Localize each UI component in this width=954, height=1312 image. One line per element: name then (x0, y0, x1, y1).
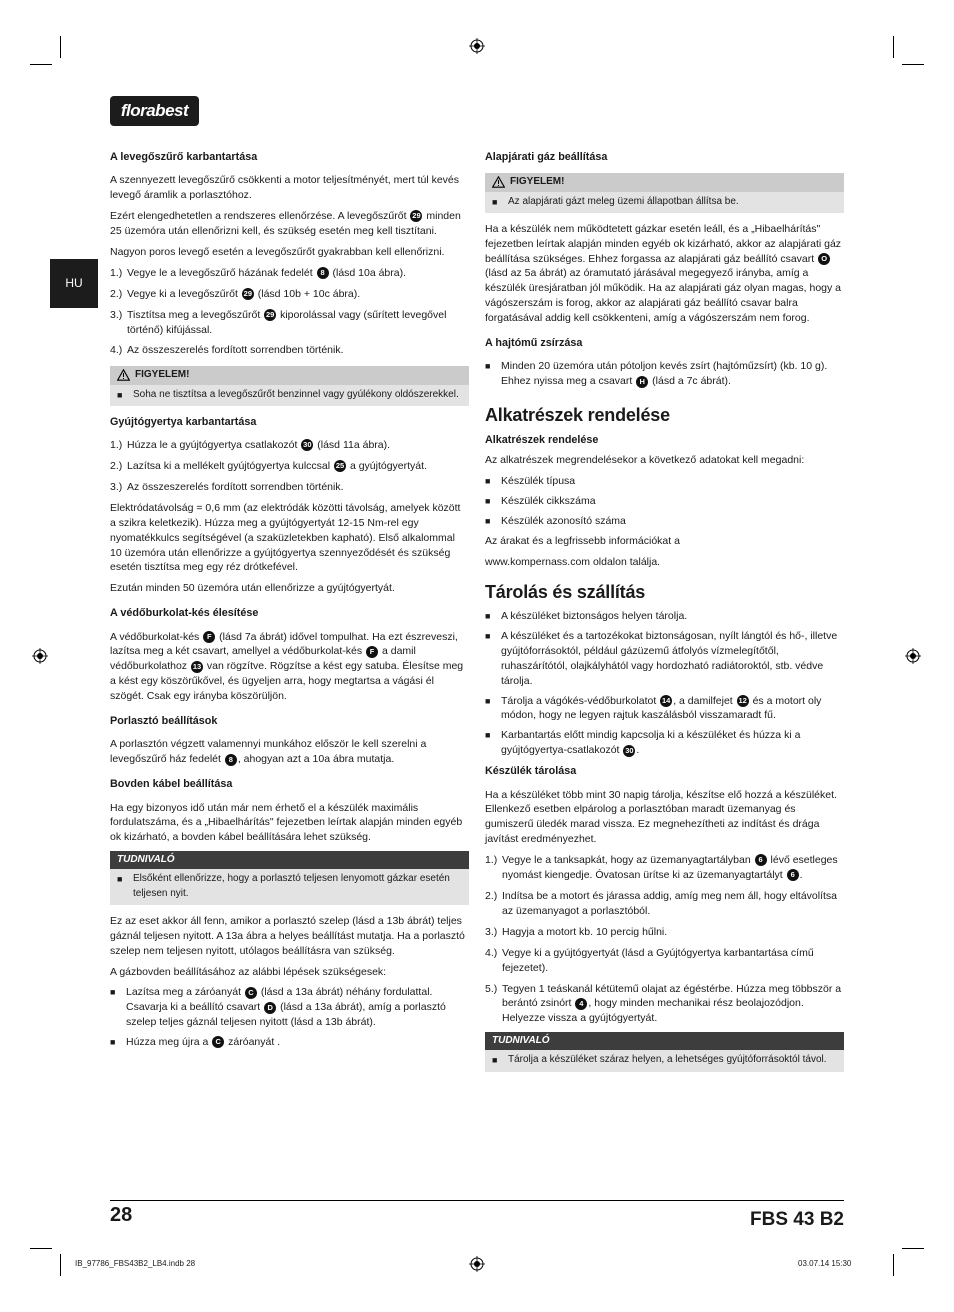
model-name: FBS 43 B2 (750, 1209, 844, 1230)
step: 1.) Vegye le a tanksapkát, hogy az üzemanyagtartályban 6 lévő esetleges nyomást kiengedje. Óvatosan ürítse ki az üzemanyagtartályt 6 . (485, 854, 838, 882)
note-box (485, 1032, 844, 1071)
warning-body: ■ Soha ne tisztítsa a levegőszűrőt benzinnel vagy gyúlékony oldószerekkel. (117, 388, 459, 400)
step: 5.) Tegyen 1 teáskanál kétütemű olajat az égéstérbe. Húzza meg többször a berántó zsinórt 4 , hogy minden mechanikai rész beolajozódjon. Helyezze vissza a gyújtógyertyát. (485, 982, 842, 1025)
note-body: ■ Elsőként ellenőrizze, hogy a porlasztó teljesen lenyomott gázkar esetén teljesen nyit. (117, 873, 450, 899)
bullet-item: ■ A készüléket biztonságos helyen tárolja. (485, 610, 688, 623)
page-number: 28 (110, 1204, 133, 1226)
bullet-item: ■ A készüléket és a tartozékokat biztonságosan, nyílt lángtól és hő-, illetve gyújtóforrásoktól, például gázüzemű átfolyós vízmelegítőtől, ruhaszárítótól, olajkályhától vagy hordozható radiátoroktól, stb. védve tárolja. (485, 629, 838, 687)
step: 2.) Vegye ki a levegőszűrőt 29 (lásd 10b + 10c ábra). (110, 287, 361, 300)
footer-file: IB_97786_FBS43B2_LB4.indb 28 (75, 1259, 196, 1268)
footer-date: 03.07.14 15:30 (798, 1259, 852, 1268)
ref-circle: 4 (575, 998, 587, 1010)
step: 4.) Vegye ki a gyújtógyertyát (lásd a Gyújtógyertya karbantartása című fejezetet). (485, 946, 814, 974)
crop-mark (902, 64, 924, 65)
paragraph: Ha egy bizonyos idő után már nem érhető el a készülék maximális fordulatszáma, és a „Hibaelhárítás" fejezetben leírtak alapján minden egyéb ok kizárható, a bovden kábel beállítására lehet szükség. (110, 801, 463, 844)
paragraph: A szennyezett levegőszűrő csökkenti a motor teljesítményét, mert túl kevés levegő áramlik a porlasztóhoz. (110, 174, 459, 202)
step: 3.) Hagyja a motort kb. 10 percig hűlni. (485, 925, 668, 938)
paragraph: Ha a készülék nem működtetett gázkar esetén leáll, és a „Hibaelhárítás" fejezetben leírtak alapján minden egyéb ok kizárható, akkor az alapjárati gáz beállítása szükséges. Ehhez forgassa az alapjárati gáz beállító csavart O (lásd az 5a ábrát) az óramutató járásával megegyező irányba, amíg a készülék üresjáratban jól működik. Ha az alapjárati gáz olyan magas, hogy a vágószerszám is forog, akkor az alapjárati gáz beállító csavar balra forgatásával addig kell csökkenteni, amíg a vágószerszám nem forog. (485, 222, 842, 325)
step: 1.) Vegye le a levegőszűrő házának fedelét 8 (lásd 10a ábra). (110, 266, 407, 279)
left-column (110, 150, 469, 1055)
section-heading: Gyújtógyertya karbantartása (110, 415, 257, 428)
ref-circle: 13 (192, 661, 202, 671)
language-tab (50, 259, 98, 308)
step: 1.) Húzza le a gyújtógyertya csatlakozót 30 (lásd 11a ábra). (110, 439, 391, 452)
paragraph: A porlasztón végzett valamennyi munkához először le kell szerelni a levegőszűrő ház fedelét 8 , ahogyan azt a 10a ábra mutatja. (110, 738, 427, 766)
ref-circle: C (245, 987, 257, 999)
ref-circle: F (203, 631, 215, 643)
bullet-item: ■ Minden 20 üzemóra után pótoljon kevés zsírt (hajtóműzsírt) (kb. 10 g). Ehhez nyissa meg a csavart H (lásd a 7c ábrát). (485, 360, 828, 388)
ref-circle: 25 (335, 461, 345, 471)
paragraph: Elektródatávolság = 0,6 mm (az elektródák közötti távolság, amelyek között a szikra keletkezik). Húzza meg a gyújtógyertyát 12-15 Nm-rel egy nyomatékkulcs segítségével (a szaküzletekben kapható). Első alkalommal 10 üzemóra után ellenőrizze a gyújtógyertya szennyeződését és szükség esetén tisztítsa meg egy réz drótkefével. (110, 501, 461, 574)
right-column (485, 150, 844, 1081)
paragraph: Nagyon poros levegő esetén a levegőszűrőt gyakrabban kell ellenőrizni. (110, 245, 445, 258)
step: 2.) Lazítsa ki a mellékelt gyújtógyertya kulccsal 25 a gyújtógyertyát. (110, 460, 427, 472)
step: 2.) Indítsa be a motort és járassa addig, amíg meg nem áll, hogy eltávolítsa az üzemanyagot a porlasztóból. (485, 889, 838, 917)
warning-box (485, 173, 844, 212)
warning-title: FIGYELEM! (135, 369, 190, 381)
warning-header (110, 366, 469, 384)
paragraph: Ezután minden 50 üzemóra után ellenőrizze a gyújtógyertyát. (110, 582, 395, 595)
crop-mark (902, 1248, 924, 1249)
ref-circle: 29 (412, 211, 421, 221)
warning-icon (117, 369, 130, 381)
section-heading: A hajtómű zsírzása (485, 337, 583, 350)
ref-circle: O (818, 253, 830, 265)
registration-mark-icon (905, 648, 921, 664)
section-heading: Alapjárati gáz beállítása (485, 151, 608, 163)
warning-title: FIGYELEM! (510, 176, 565, 188)
section-heading: Készülék tárolása (485, 765, 577, 778)
warning-body: ■ Az alapjárati gázt meleg üzemi állapotban állítsa be. (492, 195, 739, 207)
paragraph: www.kompernass.com oldalon találja. (485, 555, 661, 568)
brand-logo (110, 96, 199, 126)
section-heading: A levegőszűrő karbantartása (110, 151, 258, 163)
warning-box (110, 366, 469, 405)
registration-mark-icon (469, 38, 485, 54)
step: 4.) Az összeszerelés fordított sorrendben történik. (110, 344, 344, 357)
crop-mark (60, 1254, 61, 1276)
bullet-item: ■ Húzza meg újra a C záróanyát . (110, 1036, 281, 1049)
ref-circle: 29 (266, 309, 275, 319)
paragraph: Ez az eset akkor áll fenn, amikor a porlasztó szelep (lásd a 13b ábrát) teljes gáznál teljesen nyitott. A 13a ábra a helyes beállítást mutatja. Ha a porlasztó szelep nem teljesen nyitott, utólagos beállításra van szükség. (110, 914, 465, 957)
step: 3.) Tisztítsa meg a levegőszűrőt 29 kiporolással vagy (sűrített levegővel történő) kifújással. (110, 308, 447, 336)
ref-circle: 30 (303, 440, 312, 450)
ref-circle: D (264, 1002, 276, 1014)
step: 3.) Az összeszerelés fordított sorrendben történik. (110, 480, 344, 493)
paragraph: Az alkatrészek megrendelésekor a következő adatokat kell megadni: (485, 454, 805, 467)
paragraph: Ha a készüléket több mint 30 napig tárolja, készítse elő hozzá a készüléket. Ellenkező esetben elpárolog a porlasztóban maradt üzemanyag és gumiszerű üledék marad vissza. Ez megnehezítheti az indítást és drága javítást eredményezhet. (485, 788, 837, 846)
section-title: Alkatrészek rendelése (485, 405, 670, 426)
bullet-item: ■ Készülék azonosító száma (485, 514, 626, 527)
ref-circle: H (636, 376, 648, 388)
ref-circle: 12 (738, 695, 747, 705)
warning-icon (492, 176, 505, 188)
ref-circle: C (212, 1036, 224, 1048)
section-heading: Porlasztó beállítások (110, 715, 218, 728)
ref-circle: 30 (625, 745, 634, 755)
ref-circle: 29 (243, 288, 252, 298)
ref-circle: 6 (755, 854, 767, 866)
registration-mark-icon (469, 1256, 485, 1272)
warning-header (485, 173, 844, 191)
language-tab-label: HU (65, 276, 83, 290)
registration-mark-icon (32, 648, 48, 664)
note-header: TUDNIVALÓ (485, 1032, 844, 1050)
ref-circle: 14 (662, 695, 671, 705)
section-heading: A védőburkolat-kés élesítése (110, 607, 259, 620)
note-body: ■ Tárolja a készüléket száraz helyen, a lehetséges gyújtóforrásoktól távol. (492, 1054, 827, 1066)
note-box (110, 851, 469, 905)
crop-mark (893, 1254, 894, 1276)
bullet-item: ■ Tárolja a vágókés-védőburkolatot 14 , a damilfejet 12 és a motort oly módon, hogy ne legyen rajtuk kaszálásból visszamaradt fű. (485, 694, 822, 722)
section-heading: Alkatrészek rendelése (485, 433, 599, 446)
note-header: TUDNIVALÓ (110, 851, 469, 869)
ref-circle: F (366, 646, 378, 658)
paragraph: A gázbovden beállításához az alábbi lépések szükségesek: (110, 965, 387, 978)
paragraph: Ezért elengedhetetlen a rendszeres ellenőrzése. A levegőszűrőt 29 minden 25 üzemóra után ellenőrizni kell, és szükség esetén meg kell tisztítani. (110, 210, 461, 238)
crop-mark (60, 36, 61, 58)
bullet-item: ■ Készülék típusa (485, 474, 576, 487)
brand-logo-text: florabest (120, 101, 189, 120)
footer-rule (110, 1200, 844, 1201)
crop-mark (30, 64, 52, 65)
crop-mark (30, 1248, 52, 1249)
paragraph: Az árakat és a legfrissebb információkat a (485, 534, 680, 547)
crop-mark (893, 36, 894, 58)
section-heading: Bovden kábel beállítása (110, 778, 233, 791)
ref-circle: 6 (787, 869, 799, 881)
bullet-item: ■ Karbantartás előtt mindig kapcsolja ki a készüléket és húzza ki a gyújtógyertya-csatlakozót 30 . (485, 729, 801, 757)
paragraph: A védőburkolat-kés F (lásd 7a ábrát) idővel tompulhat. Ha ezt észreveszi, lazítsa meg a két csavart, amellyel a védőburkolat-kés F a damil védőburkolathoz 13 van rögzítve. Rögzítse a kést egy satuba. Élesítse meg a kést egy köszörűkővel, és ügyeljen arra, hogy megtartsa a vágási él szögét. Csak egy irányba köszörüljön. (110, 630, 464, 703)
bullet-item: ■ Készülék cikkszáma (485, 494, 596, 507)
section-title: Tárolás és szállítás (485, 581, 646, 602)
bullet-item: ■ Lazítsa meg a záróanyát C (lásd a 13a ábrát) néhány fordulattal. Csavarja ki a beállító csavart D (lásd a 13a ábrát), amíg a porlasztó szelep teljes gáznál teljesen nyitott (lásd a 13b ábrát). (110, 986, 446, 1029)
ref-circle: 8 (317, 267, 329, 279)
ref-circle: 8 (225, 754, 237, 766)
